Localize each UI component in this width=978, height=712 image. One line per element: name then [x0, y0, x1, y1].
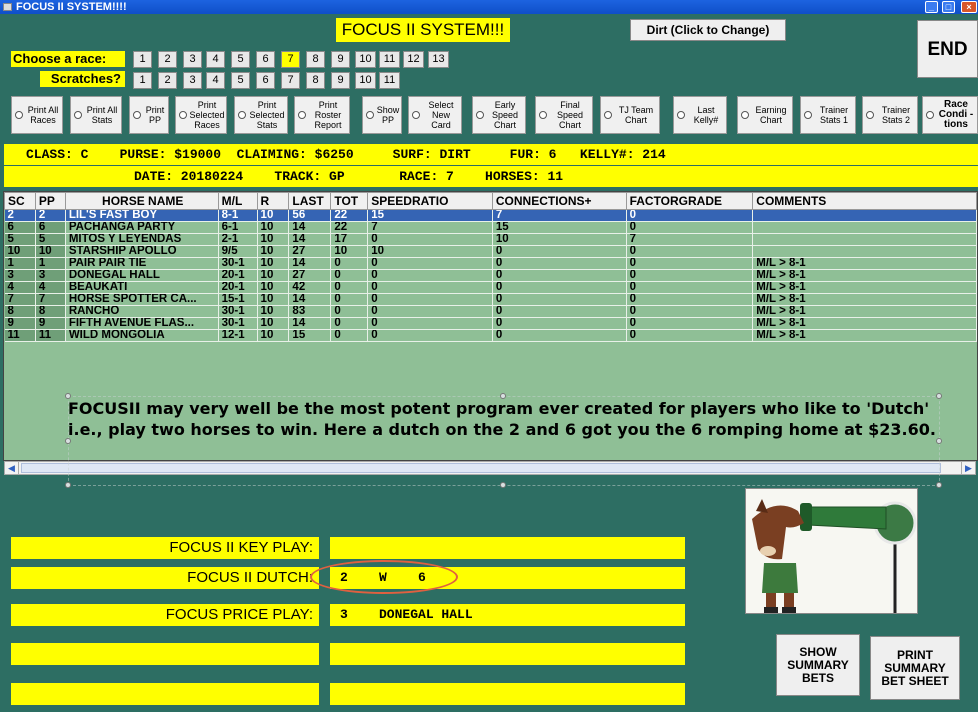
table-row[interactable]	[5, 234, 977, 246]
table-cell: 0	[492, 306, 626, 318]
option-label: Earning Chart	[755, 105, 787, 125]
table-cell: M/L > 8-1	[753, 270, 977, 282]
table-cell: 8	[5, 306, 36, 318]
radio-icon[interactable]	[298, 111, 306, 119]
table-cell: 0	[492, 246, 626, 258]
table-cell: 15	[492, 222, 626, 234]
table-cell: 5	[5, 234, 36, 246]
table-cell: 0	[368, 318, 493, 330]
radio-icon[interactable]	[866, 111, 874, 119]
race-button-3[interactable]: 3	[183, 51, 202, 68]
table-cell	[753, 210, 977, 222]
table-cell: 10	[257, 330, 289, 342]
table-cell	[753, 222, 977, 234]
table-cell: 11	[35, 330, 65, 342]
option-label: Print All Stats	[86, 105, 118, 125]
table-cell: 22	[331, 222, 368, 234]
radio-icon[interactable]	[677, 111, 685, 119]
table-row[interactable]	[5, 318, 977, 330]
table-cell: 0	[331, 306, 368, 318]
table-cell: 0	[368, 330, 493, 342]
table-row[interactable]	[5, 210, 977, 222]
table-cell: 14	[289, 234, 331, 246]
table-cell: 7	[368, 222, 493, 234]
play-label	[11, 683, 319, 705]
table-cell: 10	[257, 234, 289, 246]
table-cell: 0	[626, 282, 753, 294]
table-cell: 27	[289, 270, 331, 282]
play-value-field[interactable]: 2 W 6	[330, 567, 685, 589]
play-value-field[interactable]	[330, 643, 685, 665]
radio-icon[interactable]	[604, 111, 612, 119]
table-row[interactable]	[5, 306, 977, 318]
table-row[interactable]	[5, 222, 977, 234]
table-cell: 10	[368, 246, 493, 258]
scroll-right-icon[interactable]: ▶	[961, 462, 975, 474]
column-header[interactable]: COMMENTS	[753, 193, 977, 210]
table-cell	[753, 234, 977, 246]
radio-icon[interactable]	[476, 111, 484, 119]
table-cell: 14	[289, 294, 331, 306]
app-title: FOCUS II SYSTEM!!!	[336, 18, 510, 42]
table-cell: 14	[289, 222, 331, 234]
table-cell: 10	[257, 318, 289, 330]
table-cell: 56	[289, 210, 331, 222]
close-icon[interactable]: ×	[961, 1, 977, 13]
option-label: Trainer Stats 2	[881, 105, 911, 125]
column-header[interactable]: PP	[35, 193, 65, 210]
table-cell: 10	[257, 282, 289, 294]
table-cell: 10	[257, 246, 289, 258]
play-value-field[interactable]	[330, 683, 685, 705]
option-label: Early Speed Chart	[491, 100, 519, 130]
table-cell: 4	[35, 282, 65, 294]
option-label: Last Kelly#	[693, 105, 719, 125]
table-cell: 0	[331, 282, 368, 294]
option-print-roster-report[interactable]	[294, 96, 350, 134]
race-button-10[interactable]: 10	[355, 51, 376, 68]
radio-icon[interactable]	[741, 111, 749, 119]
scratch-button-2[interactable]: 2	[158, 72, 177, 89]
option-print-pp[interactable]	[129, 96, 169, 134]
option-label: Show PP	[376, 105, 400, 125]
table-cell: 0	[331, 330, 368, 342]
table-cell: 5	[35, 234, 65, 246]
race-button-2[interactable]: 2	[158, 51, 177, 68]
table-cell: 9/5	[218, 246, 257, 258]
table-cell: 0	[626, 222, 753, 234]
table-cell: 7	[5, 294, 36, 306]
maximize-icon[interactable]: □	[942, 1, 955, 13]
race-button-11[interactable]: 11	[379, 51, 400, 68]
option-label: Select New Card	[428, 100, 454, 130]
column-header[interactable]: CONNECTIONS+	[492, 193, 626, 210]
option-early-speed-chart[interactable]	[472, 96, 526, 134]
option-label: Race Condi -tions	[938, 99, 974, 130]
table-cell: 17	[331, 234, 368, 246]
table-cell: MITOS Y LEYENDAS	[65, 234, 218, 246]
option-trainer-stats-2[interactable]	[862, 96, 918, 134]
option-label: Print PP	[145, 105, 165, 125]
annotation-text: FOCUSII may very well be the most potent program ever created for players who like to 'Dutch' i.e., play two horses to win. Here a dutch on the 2 and 6 got you the 6 romping home at $23.60.	[68, 399, 936, 439]
choose-race-label: Choose a race:	[11, 51, 125, 67]
option-label: Print All Races	[27, 105, 59, 125]
table-cell: 3	[5, 270, 36, 282]
option-label: Print Selected Stats	[249, 100, 285, 130]
table-cell: M/L > 8-1	[753, 306, 977, 318]
scratch-button-1[interactable]: 1	[133, 72, 152, 89]
table-cell: HORSE SPOTTER CA...	[65, 294, 218, 306]
table-cell: FIFTH AVENUE FLAS...	[65, 318, 218, 330]
resize-handle	[500, 482, 506, 488]
table-cell: 0	[626, 318, 753, 330]
table-cell: 7	[626, 234, 753, 246]
app-icon	[3, 3, 12, 11]
scroll-left-icon[interactable]: ◀	[5, 462, 19, 474]
column-header[interactable]: SC	[5, 193, 36, 210]
table-cell: PAIR PAIR TIE	[65, 258, 218, 270]
table-cell: 0	[626, 246, 753, 258]
play-label: FOCUS PRICE PLAY:	[11, 604, 319, 626]
table-cell: WILD MONGOLIA	[65, 330, 218, 342]
table-cell: 0	[626, 258, 753, 270]
table-cell: 10	[257, 258, 289, 270]
table-cell: 15	[368, 210, 493, 222]
table-cell: 83	[289, 306, 331, 318]
column-header[interactable]: LAST	[289, 193, 331, 210]
scratches-label: Scratches?	[40, 71, 125, 87]
table-cell: 0	[626, 306, 753, 318]
table-cell: 0	[492, 258, 626, 270]
table-row[interactable]	[5, 282, 977, 294]
race-button-12[interactable]: 12	[403, 51, 424, 68]
option-print-all-stats[interactable]	[70, 96, 122, 134]
table-cell: 0	[331, 318, 368, 330]
radio-icon[interactable]	[15, 111, 23, 119]
table-cell: 1	[35, 258, 65, 270]
option-show-pp[interactable]	[362, 96, 402, 134]
option-trainer-stats-1[interactable]	[800, 96, 856, 134]
table-cell: 0	[368, 294, 493, 306]
radio-icon[interactable]	[179, 111, 187, 119]
resize-handle	[65, 482, 71, 488]
table-cell: LIL'S FAST BOY	[65, 210, 218, 222]
horse-telescope-image	[745, 488, 918, 614]
table-cell: 10	[5, 246, 36, 258]
table-cell: 0	[368, 234, 493, 246]
option-label: Print Selected Races	[189, 100, 225, 130]
play-label	[11, 643, 319, 665]
table-cell: 6	[35, 222, 65, 234]
table-cell: 0	[492, 330, 626, 342]
scratch-button-4[interactable]: 4	[206, 72, 225, 89]
race-button-1[interactable]: 1	[133, 51, 152, 68]
table-cell: M/L > 8-1	[753, 258, 977, 270]
table-cell: 9	[35, 318, 65, 330]
table-cell: BEAUKATI	[65, 282, 218, 294]
table-cell	[753, 246, 977, 258]
race-button-7[interactable]: 7	[281, 51, 300, 68]
table-cell: 10	[331, 246, 368, 258]
table-cell: 10	[35, 246, 65, 258]
play-label: FOCUS II DUTCH:	[11, 567, 319, 589]
table-cell: 0	[492, 270, 626, 282]
table-cell: 7	[492, 210, 626, 222]
column-header[interactable]: TOT	[331, 193, 368, 210]
scratch-button-9[interactable]: 9	[331, 72, 350, 89]
table-cell: M/L > 8-1	[753, 294, 977, 306]
table-cell: RANCHO	[65, 306, 218, 318]
option-label: TJ Team Chart	[618, 105, 654, 125]
option-print-all-races[interactable]	[11, 96, 63, 134]
option-select-new-card[interactable]	[408, 96, 462, 134]
race-info-line1: CLASS: C PURSE: $19000 CLAIMING: $6250 SURF: DIRT FUR: 6 KELLY#: 214	[4, 144, 978, 165]
table-cell: 14	[289, 258, 331, 270]
table-cell: 8-1	[218, 210, 257, 222]
table-cell: 15-1	[218, 294, 257, 306]
minimize-icon[interactable]: _	[925, 1, 938, 13]
race-info-line2: DATE: 20180224 TRACK: GP RACE: 7 HORSES: 11	[4, 166, 978, 187]
option-label: Trainer Stats 1	[819, 105, 849, 125]
horse-illustration	[746, 489, 918, 614]
window-title-bar	[0, 0, 978, 14]
race-button-13[interactable]: 13	[428, 51, 449, 68]
table-row[interactable]	[5, 258, 977, 270]
race-button-9[interactable]: 9	[331, 51, 350, 68]
table-cell: 2-1	[218, 234, 257, 246]
option-tj-team-chart[interactable]	[600, 96, 660, 134]
table-cell: 22	[331, 210, 368, 222]
table-cell: 0	[331, 258, 368, 270]
highlight-ellipse	[310, 560, 458, 594]
radio-icon[interactable]	[366, 111, 374, 119]
table-cell: 0	[368, 258, 493, 270]
option-label: Final Speed Chart	[556, 100, 584, 130]
table-cell: 0	[626, 294, 753, 306]
table-cell: 20-1	[218, 270, 257, 282]
table-cell: 10	[257, 210, 289, 222]
table-row[interactable]	[5, 270, 977, 282]
table-cell: 12-1	[218, 330, 257, 342]
table-cell: 27	[289, 246, 331, 258]
table-cell: 2	[5, 210, 36, 222]
option-earning-chart[interactable]	[737, 96, 793, 134]
table-cell: 11	[5, 330, 36, 342]
column-header[interactable]: HORSE NAME	[65, 193, 218, 210]
table-cell: 0	[368, 270, 493, 282]
radio-icon[interactable]	[539, 111, 547, 119]
option-race-condi-tions[interactable]	[922, 96, 978, 134]
table-cell: 6	[5, 222, 36, 234]
race-button-6[interactable]: 6	[256, 51, 275, 68]
radio-icon[interactable]	[804, 111, 812, 119]
table-cell: 30-1	[218, 318, 257, 330]
column-header[interactable]: SPEEDRATIO	[368, 193, 493, 210]
table-cell: M/L > 8-1	[753, 330, 977, 342]
table-row[interactable]	[5, 330, 977, 342]
table-cell: DONEGAL HALL	[65, 270, 218, 282]
table-row[interactable]	[5, 246, 977, 258]
option-final-speed-chart[interactable]	[535, 96, 593, 134]
race-button-4[interactable]: 4	[206, 51, 225, 68]
column-header[interactable]: FACTORGRADE	[626, 193, 753, 210]
table-cell: 8	[35, 306, 65, 318]
table-cell: 4	[5, 282, 36, 294]
scratch-button-5[interactable]: 5	[231, 72, 250, 89]
table-cell: 1	[5, 258, 36, 270]
table-cell: M/L > 8-1	[753, 318, 977, 330]
table-cell: 0	[368, 306, 493, 318]
table-cell: 0	[331, 270, 368, 282]
table-cell: 2	[35, 210, 65, 222]
race-button-5[interactable]: 5	[231, 51, 250, 68]
scratch-button-7[interactable]: 7	[281, 72, 300, 89]
window-title: FOCUS II SYSTEM!!!!	[16, 1, 127, 13]
table-cell: 7	[35, 294, 65, 306]
table-cell: 9	[5, 318, 36, 330]
table-cell: 15	[289, 330, 331, 342]
table-row[interactable]	[5, 294, 977, 306]
resize-handle	[936, 482, 942, 488]
radio-icon[interactable]	[926, 111, 934, 119]
table-cell: 0	[626, 330, 753, 342]
table-cell: 0	[492, 318, 626, 330]
table-cell: 42	[289, 282, 331, 294]
table-cell: M/L > 8-1	[753, 282, 977, 294]
radio-icon[interactable]	[74, 111, 82, 119]
surface-toggle-button[interactable]: Dirt (Click to Change)	[630, 19, 786, 41]
table-cell: 14	[289, 318, 331, 330]
option-last-kelly[interactable]	[673, 96, 727, 134]
table-cell: 0	[492, 294, 626, 306]
scratch-button-11[interactable]: 11	[379, 72, 400, 89]
option-print-selected-races[interactable]	[175, 96, 227, 134]
race-button-8[interactable]: 8	[306, 51, 325, 68]
table-cell: 0	[626, 270, 753, 282]
option-label: Print Roster Report	[314, 100, 342, 130]
print-summary-bet-sheet-button[interactable]: PRINT SUMMARY BET SHEET	[870, 636, 960, 700]
scratch-button-6[interactable]: 6	[256, 72, 275, 89]
end-button[interactable]: END	[917, 20, 978, 78]
play-value-field[interactable]: 3 DONEGAL HALL	[330, 604, 685, 626]
table-cell: 20-1	[218, 282, 257, 294]
scratch-button-10[interactable]: 10	[355, 72, 376, 89]
table-cell: 10	[257, 306, 289, 318]
scratch-button-8[interactable]: 8	[306, 72, 325, 89]
play-value-field[interactable]	[330, 537, 685, 559]
column-header[interactable]: R	[257, 193, 289, 210]
table-cell: STARSHIP APOLLO	[65, 246, 218, 258]
column-header[interactable]: M/L	[218, 193, 257, 210]
radio-icon[interactable]	[238, 111, 246, 119]
show-summary-bets-button[interactable]: SHOW SUMMARY BETS	[776, 634, 860, 696]
table-cell: 30-1	[218, 258, 257, 270]
table-cell: 6-1	[218, 222, 257, 234]
play-label: FOCUS II KEY PLAY:	[11, 537, 319, 559]
table-cell: 30-1	[218, 306, 257, 318]
table-cell: 10	[257, 270, 289, 282]
table-cell: 0	[626, 210, 753, 222]
table-cell: 3	[35, 270, 65, 282]
scratch-button-3[interactable]: 3	[183, 72, 202, 89]
table-cell: 0	[331, 294, 368, 306]
table-cell: 10	[257, 294, 289, 306]
table-cell: 0	[368, 282, 493, 294]
grid-header-row	[5, 193, 977, 210]
table-cell: 0	[492, 282, 626, 294]
radio-icon[interactable]	[412, 111, 420, 119]
table-cell: 10	[257, 222, 289, 234]
table-cell: PACHANGA PARTY	[65, 222, 218, 234]
radio-icon[interactable]	[133, 111, 141, 119]
option-print-selected-stats[interactable]	[234, 96, 288, 134]
table-cell: 10	[492, 234, 626, 246]
